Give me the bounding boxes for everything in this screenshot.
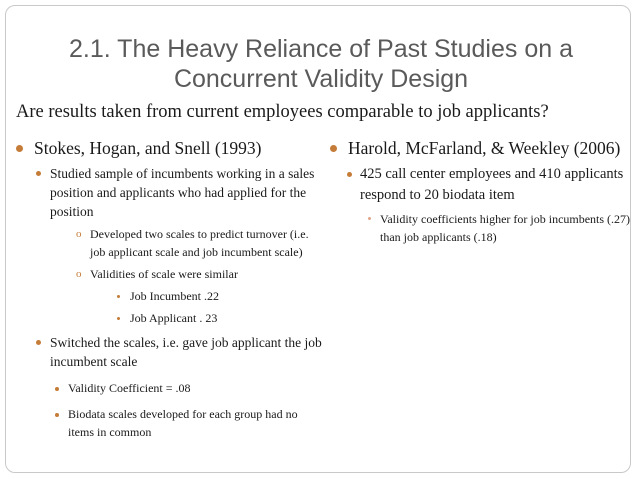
left-point-1b-i-text: Job Incumbent .22: [130, 289, 219, 303]
left-point-2b: [14, 405, 326, 441]
left-point-1b-ii-text: Job Applicant . 23: [130, 311, 218, 325]
left-point-1b-ii: [14, 309, 326, 327]
dot-icon: [55, 413, 59, 417]
dot-icon: [36, 171, 41, 176]
left-point-1b-i: [14, 287, 326, 305]
left-heading: Stokes, Hogan, and Snell (1993): [34, 138, 262, 158]
right-column: [328, 137, 633, 246]
left-point-1: [14, 164, 326, 221]
slide-title: [26, 34, 616, 94]
left-point-2a-text: Validity Coefficient = .08: [68, 381, 191, 395]
dot-icon: [330, 145, 337, 152]
slide-frame: [5, 5, 631, 473]
dot-icon: [36, 340, 41, 345]
right-point-1: [328, 164, 633, 206]
left-heading-item: [14, 137, 326, 159]
right-heading: Harold, McFarland, & Weekley (2006): [348, 138, 621, 158]
left-point-2-text: Switched the scales, i.e. gave job applicant the job incumbent scale: [50, 335, 322, 369]
slide-subtitle: Are results taken from current employees comparable to job applicants?: [16, 102, 549, 122]
left-point-2a: [14, 379, 326, 397]
right-heading-item: [328, 137, 633, 159]
left-point-1-text: Studied sample of incumbents working in a sales position and applicants who had applied for the position: [50, 166, 315, 219]
right-point-1-text: 425 call center employees and 410 applicants respond to 20 biodata item: [360, 166, 624, 203]
left-point-1b-text: Validities of scale were similar: [90, 267, 238, 281]
dot-icon: [55, 387, 59, 391]
slide-title-line1: 2.1. The Heavy Reliance of Past Studies on a: [68, 35, 573, 63]
circle-outline-icon: o: [76, 228, 82, 240]
left-point-2b-text: Biodata scales developed for each group had no items in common: [68, 407, 298, 439]
left-column: [14, 137, 326, 441]
left-point-1b: [14, 265, 326, 283]
dot-icon: [117, 295, 120, 298]
dot-icon: [16, 145, 23, 152]
dot-icon: [347, 172, 352, 177]
right-point-1a: [328, 210, 633, 246]
left-point-1a-text: Developed two scales to predict turnover (i.e. job applicant scale and job incumbent scale): [90, 227, 309, 259]
left-point-2: [14, 333, 326, 371]
slide-title-line2: Concurrent Validity Design: [173, 65, 469, 93]
dot-icon: [117, 317, 120, 320]
left-point-1a: [14, 225, 326, 261]
circle-outline-icon: o: [76, 268, 82, 280]
right-point-1a-text: Validity coefficients higher for job incumbents (.27) than job applicants (.18): [380, 212, 631, 244]
dot-icon: [368, 217, 371, 220]
